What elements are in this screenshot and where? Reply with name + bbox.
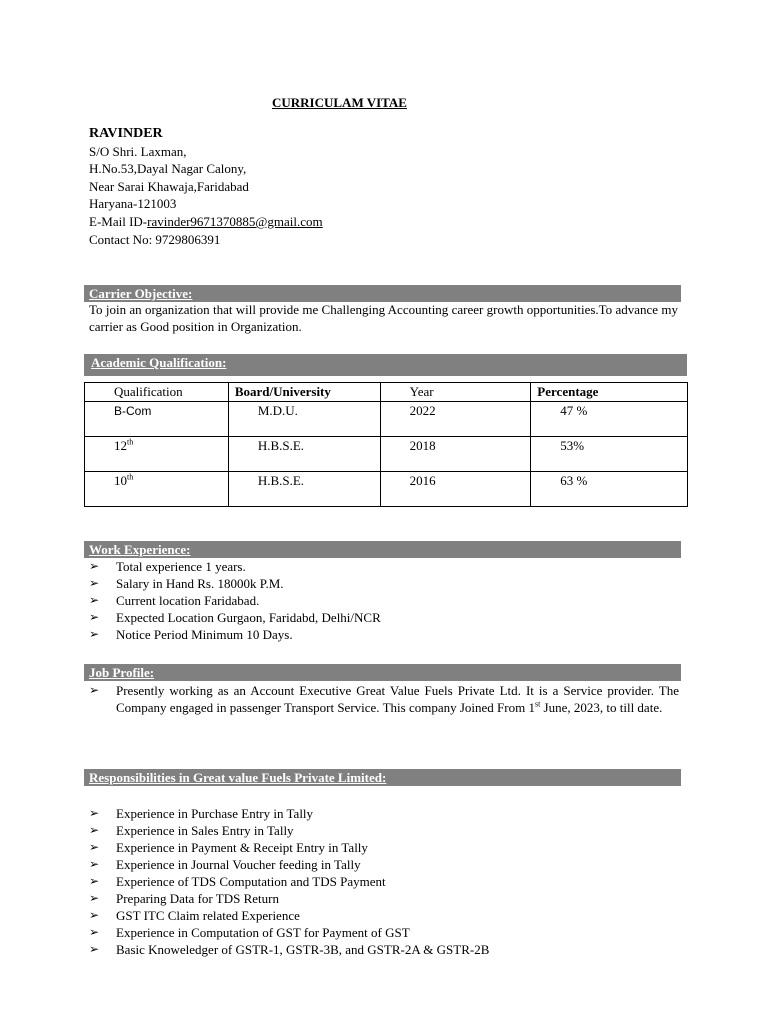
list-item-text: Experience in Computation of GST for Payment of GST xyxy=(116,925,410,940)
qualification-cell xyxy=(85,437,229,472)
objective-text: To join an organization that will provide me Challenging Accounting career growth opportunities.To advance my carrier as Good position in Organization. xyxy=(89,302,678,334)
qualification-value: 10 xyxy=(114,473,127,488)
address-line: S/O Shri. Laxman, xyxy=(89,143,187,159)
work-experience-list xyxy=(89,558,679,643)
candidate-name: RAVINDER xyxy=(89,126,163,141)
year-cell: 2018 xyxy=(380,437,531,472)
address-line: Haryana-121003 xyxy=(89,196,177,212)
qualification-cell xyxy=(85,402,229,437)
arrow-bullet-icon: ➢ xyxy=(89,627,100,641)
ordinal-suffix: st xyxy=(534,699,541,709)
document-title: CURRICULAM VITAE xyxy=(272,95,407,110)
arrow-bullet-icon: ➢ xyxy=(89,925,100,939)
qualification-value: 12 xyxy=(114,438,127,453)
list-item-text: Total experience 1 years. xyxy=(116,559,246,574)
list-item xyxy=(89,558,679,575)
list-item xyxy=(89,890,679,907)
arrow-bullet-icon: ➢ xyxy=(89,576,100,590)
arrow-bullet-icon: ➢ xyxy=(89,874,100,888)
academic-heading: Academic Qualification: xyxy=(91,355,227,370)
responsibilities-list xyxy=(89,805,679,958)
ordinal-suffix: th xyxy=(127,472,134,482)
list-item-text: Experience in Purchase Entry in Tally xyxy=(116,806,314,821)
arrow-bullet-icon: ➢ xyxy=(89,593,100,607)
list-item-text: Salary in Hand Rs. 18000k P.M. xyxy=(116,576,284,591)
list-item xyxy=(89,822,679,839)
table-row xyxy=(85,402,688,437)
table-row xyxy=(85,472,688,507)
objective-heading: Carrier Objective: xyxy=(89,286,193,301)
email-link[interactable]: ravinder9671370885@gmail.com xyxy=(147,213,323,229)
address-line: Near Sarai Khawaja,Faridabad xyxy=(89,178,249,194)
ordinal-suffix: th xyxy=(127,437,134,447)
qualification-value: B-Com xyxy=(114,404,152,418)
board-cell: H.B.S.E. xyxy=(228,472,380,507)
phone-line: Contact No: 9729806391 xyxy=(89,231,221,247)
list-item xyxy=(89,839,679,856)
list-item-text: Experience of TDS Computation and TDS Payment xyxy=(116,874,386,889)
arrow-bullet-icon: ➢ xyxy=(89,908,100,922)
contact-block xyxy=(89,125,323,248)
list-item-text: Current location Faridabad. xyxy=(116,593,260,608)
percentage-cell: 53% xyxy=(531,437,688,472)
list-item xyxy=(89,575,679,592)
column-header: Year xyxy=(380,383,531,402)
job-text-end: June, 2023, to till date. xyxy=(540,700,663,715)
arrow-bullet-icon: ➢ xyxy=(89,942,100,956)
list-item-text: GST ITC Claim related Experience xyxy=(116,908,300,923)
list-item xyxy=(89,592,679,609)
list-item-text: Basic Knoweledger of GSTR-1, GSTR-3B, and GSTR-2A & GSTR-2B xyxy=(116,942,490,957)
list-item xyxy=(89,907,679,924)
qualification-table xyxy=(84,382,688,507)
arrow-bullet-icon: ➢ xyxy=(89,891,100,905)
list-item xyxy=(89,873,679,890)
responsibilities-heading-bar xyxy=(84,769,681,786)
list-item-text: Notice Period Minimum 10 Days. xyxy=(116,627,293,642)
board-cell: H.B.S.E. xyxy=(228,437,380,472)
arrow-bullet-icon: ➢ xyxy=(89,857,100,871)
job-profile-list xyxy=(89,682,679,716)
percentage-cell: 47 % xyxy=(531,402,688,437)
address-line: H.No.53,Dayal Nagar Calony, xyxy=(89,161,247,177)
list-item-text: Experience in Journal Voucher feeding in Tally xyxy=(116,857,361,872)
column-header: Board/University xyxy=(228,383,380,402)
column-header: Percentage xyxy=(531,383,688,402)
work-heading-bar xyxy=(84,541,681,558)
list-item xyxy=(89,609,679,626)
academic-heading-bar xyxy=(84,354,687,376)
qualification-cell xyxy=(85,472,229,507)
list-item xyxy=(89,682,679,716)
job-heading-bar xyxy=(84,664,681,681)
list-item-text: Experience in Payment & Receipt Entry in Tally xyxy=(116,840,368,855)
job-heading: Job Profile: xyxy=(89,665,155,680)
work-heading: Work Experience: xyxy=(89,542,191,557)
year-cell: 2016 xyxy=(380,472,531,507)
table-row xyxy=(85,437,688,472)
arrow-bullet-icon: ➢ xyxy=(89,683,100,697)
list-item xyxy=(89,856,679,873)
percentage-cell: 63 % xyxy=(531,472,688,507)
arrow-bullet-icon: ➢ xyxy=(89,559,100,573)
board-cell: M.D.U. xyxy=(228,402,380,437)
email-line xyxy=(89,213,323,231)
arrow-bullet-icon: ➢ xyxy=(89,840,100,854)
list-item-text: Expected Location Gurgaon, Faridabd, Delhi/NCR xyxy=(116,610,381,625)
year-cell: 2022 xyxy=(380,402,531,437)
list-item xyxy=(89,924,679,941)
arrow-bullet-icon: ➢ xyxy=(89,610,100,624)
column-header: Qualification xyxy=(85,383,229,402)
list-item xyxy=(89,805,679,822)
arrow-bullet-icon: ➢ xyxy=(89,823,100,837)
objective-heading-bar xyxy=(84,285,681,302)
email-label: E-Mail ID- xyxy=(89,213,148,229)
table-header-row xyxy=(85,383,688,402)
responsibilities-heading: Responsibilities in Great value Fuels Private Limited: xyxy=(89,770,387,785)
arrow-bullet-icon: ➢ xyxy=(89,806,100,820)
job-text-start: Presently working as an Account Executive Great Value Fuels Private Ltd. It is a Service provider. The Company engaged in passenger Transport Service. This company Joined From 1 xyxy=(116,683,679,715)
list-item xyxy=(89,626,679,643)
list-item-text: Experience in Sales Entry in Tally xyxy=(116,823,294,838)
list-item xyxy=(89,941,679,958)
list-item-text: Preparing Data for TDS Return xyxy=(116,891,279,906)
